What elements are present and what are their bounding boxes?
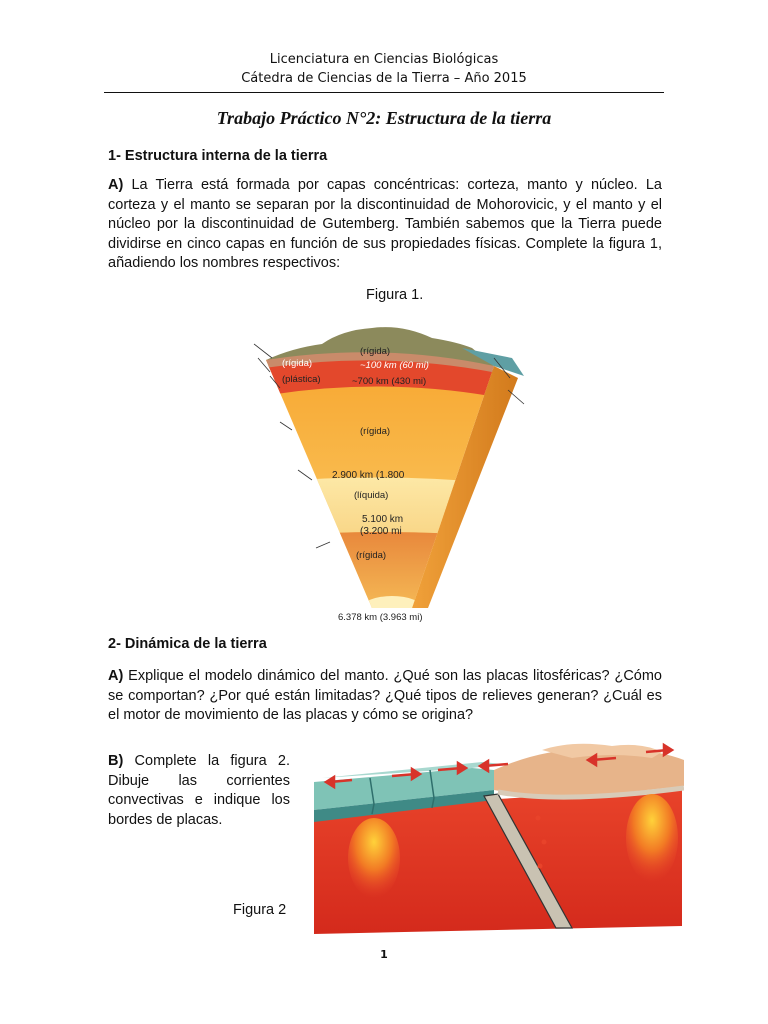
- section-1-part-a: [108, 176, 662, 274]
- label-liquida: (líquida): [354, 490, 389, 501]
- label-plastica: (plástica): [282, 374, 321, 385]
- figure-2-plate-tectonics: [312, 738, 684, 938]
- mantle-plume-left: [348, 818, 400, 898]
- header-divider: [104, 92, 664, 93]
- figure-1-earth-layers: [232, 318, 538, 622]
- section-1-heading: 1- Estructura interna de la tierra: [108, 148, 328, 164]
- figure-1-caption: Figura 1.: [366, 287, 424, 303]
- label-rigida-left: (rígida): [282, 358, 313, 369]
- section-2-heading: 2- Dinámica de la tierra: [108, 636, 267, 652]
- section-2-part-a: [108, 667, 662, 726]
- label-depth-2900: 2.900 km (1.800: [332, 470, 405, 481]
- label-depth-5100-a: 5.100 km: [362, 514, 404, 525]
- part-a-label: A): [108, 177, 124, 193]
- label-rigida-mantle: (rígida): [360, 426, 391, 437]
- part-a-text: La Tierra está formada por capas concéntricas: corteza, manto y núcleo. La corteza y el manto se separan por la discontinuidad de Mohorovicic, y el manto y el núcleo por la discontinuidad de Gutemberg. También sabemos que la Tierra puede dividirse en cinco capas en función de sus propiedades físicas. Complete la figura 1, añadiendo los nombres respectivos:: [108, 177, 662, 271]
- part-a-label: A): [108, 668, 124, 684]
- document-header: [0, 50, 768, 88]
- part-b-text: Complete la figura 2. Dibuje las corrientes convectivas e indique los bordes de placas.: [108, 753, 290, 828]
- label-depth-6378: 6.378 km (3.963 mi): [338, 612, 423, 622]
- label-rigida-core: (rígida): [356, 550, 387, 561]
- part-b-label: B): [108, 753, 124, 769]
- mantle-plume-right: [626, 794, 678, 882]
- inner-core: [232, 532, 538, 622]
- section-2-part-b: [108, 752, 290, 830]
- header-line-degree: Licenciatura en Ciencias Biológicas: [269, 52, 499, 67]
- header-line-course: Cátedra de Ciencias de la Tierra – Año 2015: [241, 71, 527, 86]
- label-depth-5100-b: (3.200 mi: [360, 526, 402, 537]
- page-number: 1: [380, 948, 388, 961]
- label-rigida-top: (rígida): [360, 346, 391, 357]
- document-title: Trabajo Práctico N°2: Estructura de la tierra: [216, 108, 552, 128]
- figure-2-caption: Figura 2: [233, 902, 287, 918]
- label-depth-100: ~100 km (60 mi): [360, 360, 429, 371]
- part-a-text: Explique el modelo dinámico del manto. ¿Qué son las placas litosféricas? ¿Cómo se comportan? ¿Por qué están limitadas? ¿Qué tipos de relieves generan? ¿Cuál es el motor de movimiento de las placas y cómo se origina?: [108, 668, 662, 723]
- label-depth-700: ~700 km (430 mi): [352, 376, 427, 387]
